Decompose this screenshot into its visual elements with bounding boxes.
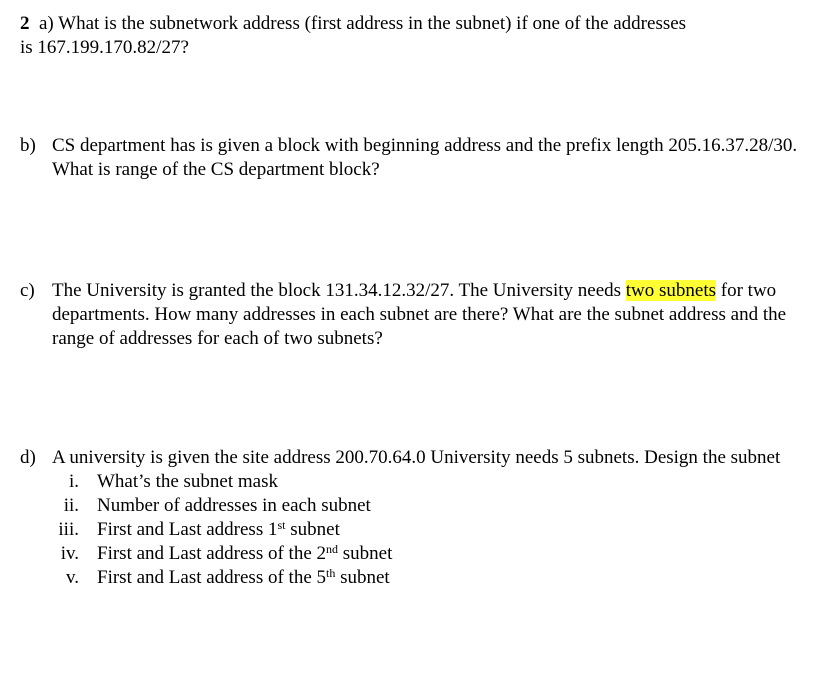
sub-question-main: What’s the subnet mask xyxy=(97,471,278,492)
sub-question-tail: subnet xyxy=(335,567,390,588)
sub-question-main: First and Last address of the 5 xyxy=(97,567,327,588)
sub-question-item xyxy=(20,494,810,518)
sub-question-numeral: v. xyxy=(65,567,79,588)
sub-question-main: First and Last address of the 2 xyxy=(97,543,327,564)
question-d-label: d) xyxy=(20,447,36,468)
question-b-label: b) xyxy=(20,135,36,156)
ordinal-suffix: nd xyxy=(326,542,339,556)
ordinal-suffix: th xyxy=(326,566,336,580)
sub-question-numeral: iii. xyxy=(58,519,79,540)
question-number: 2 xyxy=(20,13,30,34)
sub-question-item xyxy=(20,566,810,590)
ordinal-suffix: st xyxy=(277,518,286,532)
question-d-text: A university is given the site address 200.70.64.0 University needs 5 subnets. Design the subnet xyxy=(52,447,781,468)
sub-question-list xyxy=(20,470,810,590)
question-a-text: a) What is the subnetwork address (first address in the subnet) if one of the addresses xyxy=(39,13,687,34)
question-a xyxy=(20,12,810,60)
question-b xyxy=(20,134,810,182)
sub-question-text xyxy=(97,542,392,566)
sub-question-text xyxy=(97,518,340,542)
question-a-line2: is 167.199.170.82/27? xyxy=(20,37,189,58)
sub-question-numeral: i. xyxy=(68,471,79,492)
sub-question-text xyxy=(97,470,278,494)
question-d xyxy=(20,446,810,590)
sub-question-item xyxy=(20,470,810,494)
highlighted-text: two subnets xyxy=(625,280,717,301)
sub-question-tail: subnet xyxy=(285,519,340,540)
sub-question-text xyxy=(97,566,390,590)
sub-question-text xyxy=(97,494,371,518)
question-a-line1 xyxy=(20,12,810,36)
sub-question-main: Number of addresses in each subnet xyxy=(97,495,371,516)
question-c-text-start: The University is granted the block 131.34.12.32/27. The University needs xyxy=(52,280,626,301)
question-c-text-end: for two departments. How many addresses in each subnet are there? What are the subnet address and the range of addresses for each of two subnets? xyxy=(52,280,787,349)
sub-question-numeral: ii. xyxy=(63,495,79,516)
question-b-text: CS department has is given a block with beginning address and the prefix length 205.16.37.28/30. What is range of the CS department block? xyxy=(52,135,798,180)
sub-question-item xyxy=(20,542,810,566)
sub-question-numeral: iv. xyxy=(60,543,79,564)
question-d-header xyxy=(20,446,810,470)
question-c xyxy=(20,279,810,351)
sub-question-item xyxy=(20,518,810,542)
sub-question-tail: subnet xyxy=(338,543,393,564)
sub-question-main: First and Last address 1 xyxy=(97,519,278,540)
question-c-body xyxy=(52,279,810,351)
question-c-label: c) xyxy=(20,280,35,301)
